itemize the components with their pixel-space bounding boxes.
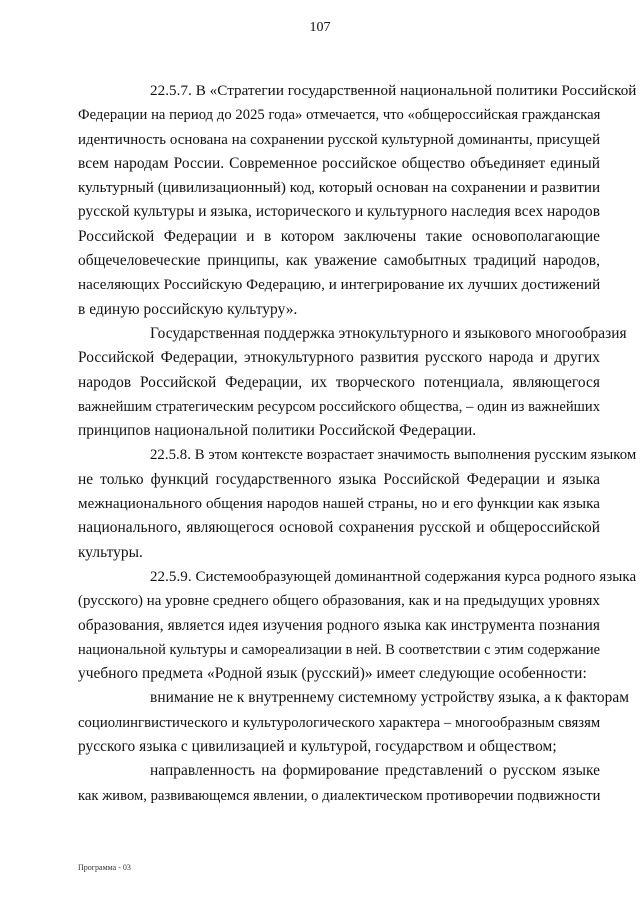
text-line: народов Российской Федерации, их творческого потенциала, являющегося bbox=[78, 373, 600, 391]
text-line: национального, являющегося основой сохранения русской и общероссийской bbox=[78, 519, 600, 537]
text-line: важнейшим стратегическим ресурсом российского общества, – один из важнейших bbox=[78, 398, 601, 415]
text-line: (русского) на уровне среднего общего образования, как и на предыдущих уровнях bbox=[78, 593, 600, 610]
text-line: принципов национальной политики Российской Федерации. bbox=[78, 422, 477, 440]
text-line: образования, является идея изучения родного языка как инструмента познания bbox=[78, 616, 600, 634]
text-line: 22.5.8. В этом контексте возрастает значимость выполнения русским языком bbox=[150, 447, 637, 464]
page-footer: Программа - 03 bbox=[78, 863, 131, 872]
text-line: Российской Федерации и в котором заключены такие основополагающие bbox=[78, 227, 600, 245]
text-line: не только функций государственного языка Российской Федерации и языка bbox=[78, 470, 600, 488]
text-line: всем народам России. Современное российское общество объединяет единый bbox=[78, 154, 600, 172]
text-line: учебного предмета «Родной язык (русский)» имеет следующие особенности: bbox=[78, 665, 587, 683]
text-line: Государственная поддержка этнокультурного и языкового многообразия bbox=[150, 324, 627, 342]
text-line: социолингвистического и культурологического характера – многообразным связям bbox=[78, 714, 601, 731]
paragraph bbox=[78, 79, 637, 322]
paragraph bbox=[78, 759, 600, 808]
text-line: в единую российскую культуру». bbox=[78, 300, 298, 318]
text-line: Российской Федерации, этнокультурного развития русского народа и других bbox=[78, 349, 600, 367]
text-line: русской культуры и языка, исторического и культурного наследия всех народов bbox=[78, 203, 600, 221]
text-line: национальной культуры и самореализации в ней. В соответствии с этим содержание bbox=[78, 641, 601, 658]
page-number: 107 bbox=[309, 20, 331, 35]
text-line: межнационального общения народов нашей страны, но и его функции как языка bbox=[78, 496, 600, 513]
paragraph bbox=[78, 443, 637, 564]
text-line: направленность на формирование представлений о русском языке bbox=[150, 762, 600, 780]
text-line: идентичность основана на сохранении русской культурной доминанты, присущей bbox=[78, 131, 601, 148]
text-line: Федерации на период до 2025 года» отмечается, что «общероссийская гражданская bbox=[78, 107, 601, 124]
body-text bbox=[78, 79, 637, 808]
text-line: культуры. bbox=[78, 543, 143, 561]
text-line: русского языка с цивилизацией и культурой, государством и обществом; bbox=[78, 738, 557, 756]
text-line: как живом, развивающемся явлении, о диалектическом противоречии подвижности bbox=[78, 787, 601, 804]
text-line: культурный (цивилизационный) код, который основан на сохранении и развитии bbox=[78, 180, 601, 197]
text-line: общечеловеческие принципы, как уважение самобытных традиций народов, bbox=[78, 252, 600, 270]
paragraph bbox=[78, 565, 637, 686]
text-line: 22.5.7. В «Стратегии государственной национальной политики Российской bbox=[150, 83, 637, 99]
text-line: внимание не к внутреннему системному устройству языка, а к факторам bbox=[150, 689, 630, 707]
text-line: 22.5.9. Системообразующей доминантной содержания курса родного языка bbox=[150, 568, 637, 585]
paragraph bbox=[78, 322, 627, 443]
text-line: населяющих Российскую Федерацию, и интегрирование их лучших достижений bbox=[78, 277, 601, 294]
paragraph bbox=[78, 686, 630, 759]
